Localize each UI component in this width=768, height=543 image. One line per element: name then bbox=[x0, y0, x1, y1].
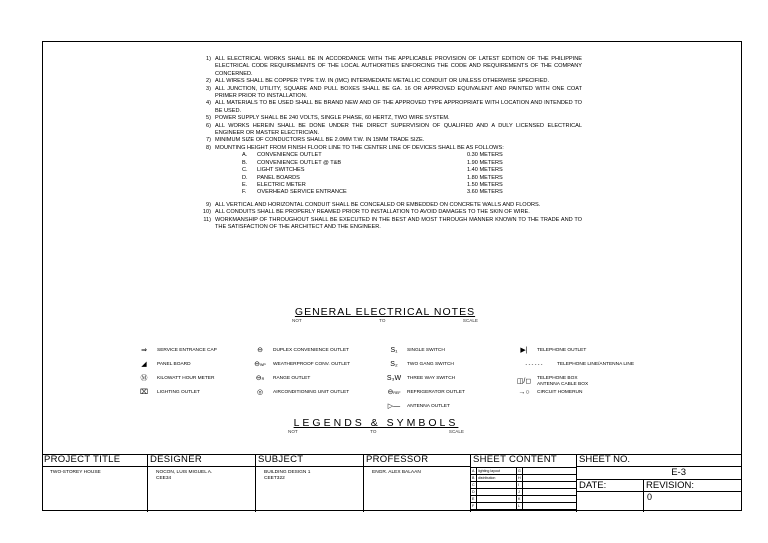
note-number: 10) bbox=[202, 209, 211, 216]
mounting-label: OVERHEAD SERVICE ENTRANCE bbox=[257, 189, 347, 196]
note-number: 6) bbox=[206, 122, 211, 129]
designer-name: NOCON, LUIS MIGUEL A. bbox=[156, 470, 213, 475]
subject-name: BUILDING DESIGN 1 bbox=[264, 470, 311, 475]
project-title-value: TWO-STOREY HOUSE bbox=[50, 470, 101, 475]
legend-heading-scale: NOT TO SCALE bbox=[288, 429, 464, 434]
telephone-outlet-icon: ▶| bbox=[520, 347, 528, 354]
note-text: ALL MATERIALS TO BE USED SHALL BE BRAND NEW AND OF THE APPROVED TYPE APPROPRIATE WITH LOCATION AND INTENDED TO BE USED. bbox=[215, 100, 582, 114]
mounting-letter: B. bbox=[242, 159, 248, 166]
professor-cell: PROFESSOR ENGR. ALEX BALAAN bbox=[364, 455, 471, 512]
note-number: 2) bbox=[206, 78, 211, 85]
subject-cell: SUBJECT BUILDING DESIGN 1 CEET322 bbox=[256, 455, 364, 512]
mounting-value: 0.30 METERS bbox=[467, 152, 503, 159]
sheet-content-row: C I bbox=[471, 482, 576, 489]
date-cell: DATE: bbox=[577, 480, 644, 512]
sheet-content-row: D J bbox=[471, 489, 576, 496]
legend-label: TWO GANG SWITCH bbox=[407, 362, 454, 367]
sheet-content-row: B distribution H bbox=[471, 475, 576, 482]
mounting-label: LIGHT SWITCHES bbox=[257, 167, 305, 174]
legend-item bbox=[514, 362, 634, 368]
designer-section: CEE34 bbox=[156, 475, 172, 481]
note-text: ALL JUNCTION, UTILITY, SQUARE AND PULL BOXES SHALL BE GA. 16 OR APPROVED EQUIVALENT AND PAINTED WITH ONE COAT PRIMER PRIOR TO INSTALLATION. bbox=[215, 85, 582, 100]
sheet-content-grid bbox=[471, 467, 576, 510]
legend-item bbox=[384, 376, 455, 382]
mounting-value: 1.40 METERS bbox=[467, 167, 503, 174]
legend-item bbox=[384, 362, 454, 368]
legend-label: LIGHTING OUTLET bbox=[157, 390, 200, 395]
range-outlet-icon: ⊖ R bbox=[255, 375, 265, 382]
note-number: 8) bbox=[206, 144, 211, 151]
panel-board-icon: ◢ bbox=[141, 361, 147, 368]
circuit-homerun-icon: →○ bbox=[518, 389, 530, 396]
mounting-value: 1.50 METERS bbox=[467, 181, 503, 188]
legend-item bbox=[514, 390, 582, 396]
legend-heading-title: LEGENDS & SYMBOLS bbox=[293, 417, 459, 429]
legend-item bbox=[514, 376, 588, 388]
note-number: 5) bbox=[206, 115, 211, 122]
mounting-letter: C. bbox=[242, 167, 248, 174]
sheet-content-cell: SHEET CONTENT A lighting layout G B distribution H C I D J E K F L bbox=[471, 455, 577, 512]
three-way-switch-icon: S₃W bbox=[386, 375, 402, 382]
note-text: ALL CONDUITS SHALL BE PROPERLY REAMED PRIOR TO INSTALLATION TO AVOID DAMAGES TO THE SKIN OF WIRE. bbox=[215, 209, 530, 216]
note-text: MINIMUM SIZE OF CONDUCTORS SHALL BE 2.0MM T.W. IN 15MM TRADE SIZE. bbox=[215, 137, 425, 144]
note-text: ALL VERTICAL AND HORIZONTAL CONDUIT SHALL BE CONCEALED OR EMBEDDED ON CONCRETE WALLS AND FLOORS. bbox=[215, 201, 541, 208]
legend-label: REFRIGERATOR OUTLET bbox=[407, 390, 465, 395]
legend-item bbox=[250, 376, 310, 382]
legend-label: TELEPHONE OUTLET bbox=[537, 348, 587, 353]
legend-item bbox=[134, 348, 217, 354]
aircon-outlet-icon: ◎ bbox=[256, 389, 264, 396]
duplex-outlet-icon: ⊖ bbox=[257, 347, 263, 354]
mounting-letter: A. bbox=[242, 152, 248, 159]
mounting-letter: D. bbox=[242, 174, 248, 181]
telephone-box-icon: ◫/◻ bbox=[516, 378, 532, 385]
professor-name: ENGR. ALEX BALAAN bbox=[372, 470, 421, 475]
kilowatt-hour-meter-icon: Ⓜ bbox=[140, 375, 148, 382]
designer-cell: DESIGNER NOCON, LUIS MIGUEL A. CEE34 bbox=[148, 455, 256, 512]
legend-item bbox=[514, 348, 586, 354]
revision-cell: REVISION: 0 bbox=[644, 480, 742, 512]
legend-label: AIRCONDITIONING UNIT OUTLET bbox=[273, 390, 350, 395]
note-number: 3) bbox=[206, 85, 211, 92]
note-number: 4) bbox=[206, 100, 211, 107]
antenna-outlet-icon: ▷— bbox=[387, 403, 401, 410]
legend-label: PANEL BOARD bbox=[157, 362, 191, 367]
note-number: 9) bbox=[206, 201, 211, 208]
legend-label: ANTENNA OUTLET bbox=[407, 404, 450, 409]
mounting-value: 1.90 METERS bbox=[467, 159, 503, 166]
lighting-outlet-icon: ⌧ bbox=[139, 389, 149, 396]
note-text: MOUNTING HEIGHT FROM FINISH FLOOR LINE TO THE CENTER LINE OF DEVICES SHALL BE AS FOLLOWS: bbox=[215, 144, 504, 151]
single-switch-icon: S₁ bbox=[390, 347, 398, 354]
mounting-letter: E. bbox=[242, 181, 248, 188]
note-text: WORKMANSHIP OF THROUGHOUT SHALL BE EXECUTED IN THE BEST AND MOST THROUGH MANNER KNOWN TO THE TRADE AND TO THE SATISFACTION OF THE ARCHITECT AND THE ENGINEER. bbox=[215, 216, 582, 230]
legend-label: WEATHERPROOF CONV. OUTLET bbox=[273, 362, 351, 367]
project-title-cell: PROJECT TITLE TWO-STOREY HOUSE bbox=[42, 455, 148, 512]
legend-label: DUPLEX CONVENIENCE OUTLET bbox=[273, 348, 349, 353]
note-text: ALL WORKS HEREIN SHALL BE DONE UNDER THE DIRECT SUPERVISION OF QUALIFIED AND A DULY LICENSED ELECTRICAL ENGINEER OR MASTER ELECTRICIAN. bbox=[215, 122, 582, 137]
note-number: 1) bbox=[206, 56, 211, 62]
legend-item bbox=[250, 362, 350, 368]
legend-item bbox=[384, 390, 465, 396]
note-number: 11) bbox=[203, 216, 211, 223]
legend-label: CIRCUIT HOMERUN bbox=[537, 390, 583, 395]
mounting-letter: F. bbox=[242, 189, 247, 196]
sheet-content-row: E K bbox=[471, 496, 576, 503]
legend-item bbox=[250, 348, 349, 354]
legend-label: RANGE OUTLET bbox=[273, 376, 311, 381]
legend-heading bbox=[266, 417, 486, 434]
legend-label: TELEPHONE BOX ANTENNA CABLE BOX bbox=[537, 376, 589, 387]
legend-item bbox=[134, 376, 214, 382]
revision-value: 0 bbox=[647, 492, 653, 502]
mounting-label: ELECTRIC METER bbox=[257, 181, 306, 188]
mounting-label: CONVENIENCE OUTLET @ T&B bbox=[257, 159, 342, 166]
legend-label: SERVICE ENTRANCE CAP bbox=[157, 348, 217, 353]
service-entrance-cap-icon: ⇒ bbox=[141, 347, 147, 354]
title-block bbox=[42, 454, 742, 512]
note-text: ALL ELECTRICAL WORKS SHALL BE IN ACCORDANCE WITH THE APPLICABLE PROVISION OF LATEST EDITION OF THE PHILIPPINE ELECTRICAL CODE REQUIREMENTS OF THE LOCAL AUTHORITIES ENFORCING THE CODE AND REQUIREMENTS OF THE COMPANY CONCERNED. bbox=[215, 56, 582, 77]
legend-item bbox=[250, 390, 349, 396]
legend-label: THREE WAY SWITCH bbox=[407, 376, 456, 381]
notes-heading-title: GENERAL ELECTRICAL NOTES bbox=[294, 306, 476, 318]
mounting-value: 1.80 METERS bbox=[467, 174, 503, 181]
mounting-label: CONVENIENCE OUTLET bbox=[257, 152, 322, 159]
sheet-number: E-3 bbox=[577, 467, 742, 480]
telephone-line-icon: - - - - - - bbox=[525, 362, 543, 368]
legend-label: TELEPHONE LINE/ANTENNA LINE bbox=[557, 362, 635, 367]
note-number: 7) bbox=[206, 137, 211, 144]
mounting-value: 3.60 METERS bbox=[467, 189, 503, 196]
legend-item bbox=[134, 390, 200, 396]
legend-item bbox=[134, 362, 191, 368]
legend-item bbox=[384, 348, 445, 354]
weatherproof-outlet-icon: ⊖ WP bbox=[254, 361, 266, 368]
sheet-no-cell: SHEET NO. E-3 DATE: REVISION: 0 bbox=[577, 455, 742, 512]
legend-label: SINGLE SWITCH bbox=[407, 348, 445, 353]
subject-code: CEET322 bbox=[264, 475, 285, 481]
mounting-label: PANEL BOARDS bbox=[257, 174, 300, 181]
refrigerator-outlet-icon: ⊖ REF bbox=[387, 389, 401, 396]
two-gang-switch-icon: S₂ bbox=[390, 361, 398, 368]
sheet-content-row: A lighting layout G bbox=[471, 467, 576, 475]
note-text: POWER SUPPLY SHALL BE 240 VOLTS, SINGLE PHASE, 60 HERTZ, TWO WIRE SYSTEM. bbox=[215, 115, 450, 122]
note-text: ALL WIRES SHALL BE COPPER TYPE T.W. IN (IMC) INTERMEDIATE METALLIC CONDUIT OR UNLESS OTHERWISE SPECIFIED. bbox=[215, 78, 550, 85]
sheet-content-row: F L bbox=[471, 503, 576, 510]
legend-label: KILOWATT HOUR METER bbox=[157, 376, 215, 381]
legend-item bbox=[384, 404, 450, 410]
notes-heading-scale: NOT TO SCALE bbox=[292, 318, 478, 323]
